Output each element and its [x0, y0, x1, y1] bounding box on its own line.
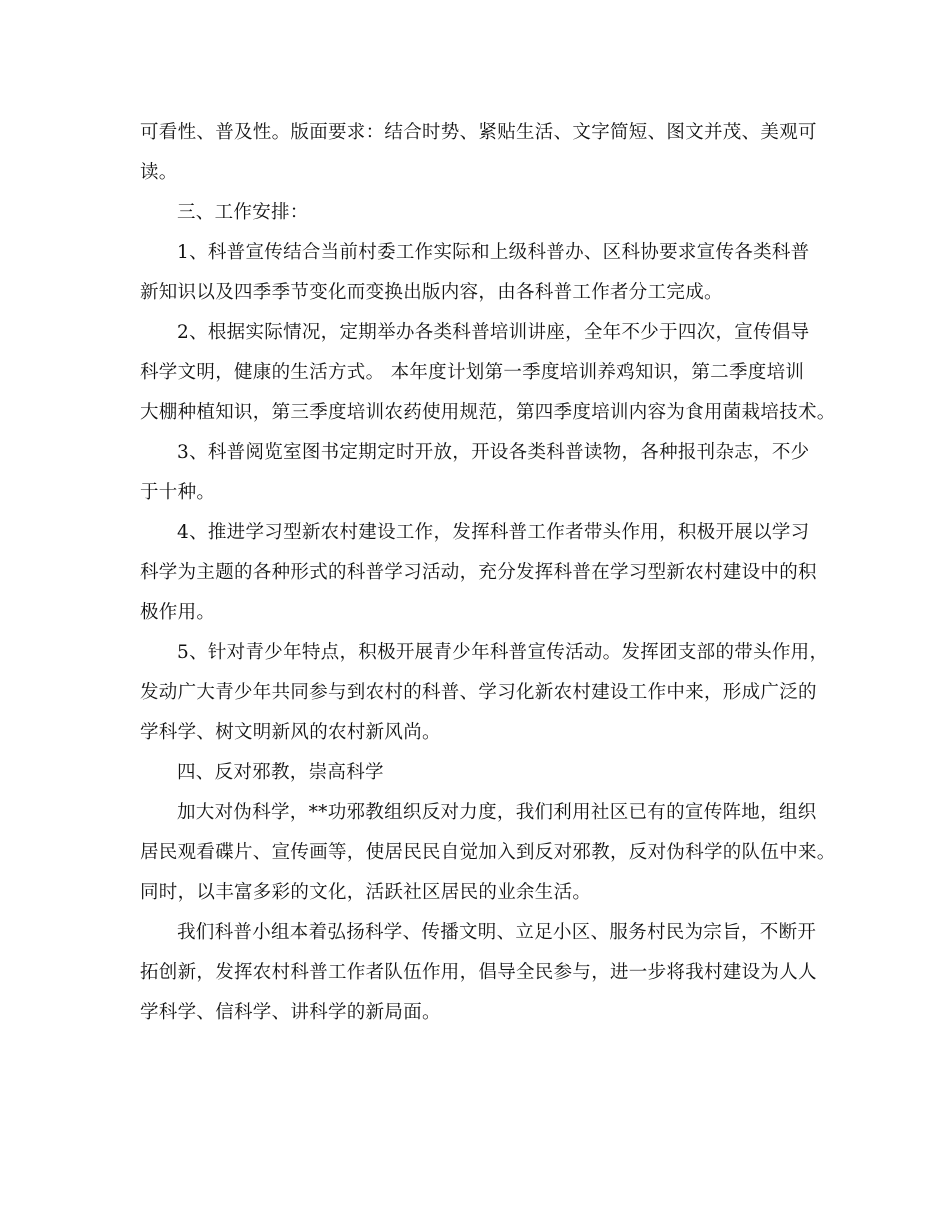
- text-line: 新知识以及四季季节变化而变换出版内容，由各科普工作者分工完成。: [140, 282, 723, 303]
- text-line: 加大对伪科学，**功邪教组织反对力度，我们利用社区已有的宣传阵地，组织: [177, 802, 817, 823]
- text-line: 3、科普阅览室图书定期定时开放，开设各类科普读物，各种报刊杂志，不少: [177, 442, 810, 463]
- text-line: 发动广大青少年共同参与到农村的科普、学习化新农村建设工作中来，形成广泛的: [140, 682, 817, 703]
- text-line: 2、根据实际情况，定期举办各类科普培训讲座，全年不少于四次，宣传倡导: [177, 322, 810, 343]
- text-line: 居民观看碟片、宣传画等，使居民民自觉加入到反对邪教，反对伪科学的队伍中来。: [140, 842, 836, 863]
- text-line: 我们科普小组本着弘扬科学、传播文明、立足小区、服务村民为宗旨，不断开: [177, 922, 817, 943]
- text-line: 可看性、普及性。版面要求：结合时势、紧贴生活、文字简短、图文并茂、美观可: [140, 122, 817, 143]
- text-line: 同时，以丰富多彩的文化，活跃社区居民的业余生活。: [140, 882, 592, 903]
- text-line: 1、科普宣传结合当前村委工作实际和上级科普办、区科协要求宣传各类科普: [177, 242, 810, 263]
- text-line: 极作用。: [140, 602, 216, 623]
- text-line: 学科学、树文明新风的农村新风尚。: [140, 722, 441, 743]
- text-line: 四、反对邪教，崇高科学: [177, 762, 384, 783]
- text-line: 科学文明，健康的生活方式。 本年度计划第一季度培训养鸡知识，第二季度培训: [140, 362, 805, 383]
- text-line: 4、推进学习型新农村建设工作，发挥科普工作者带头作用，积极开展以学习: [177, 522, 810, 543]
- text-line: 于十种。: [140, 482, 216, 503]
- text-line: 学科学、信科学、讲科学的新局面。: [140, 1002, 441, 1023]
- text-line: 大棚种植知识，第三季度培训农药使用规范，第四季度培训内容为食用菌栽培技术。: [140, 402, 836, 423]
- text-line: 科学为主题的各种形式的科普学习活动，充分发挥科普在学习型新农村建设中的积: [140, 562, 817, 583]
- text-line: 三、工作安排：: [177, 202, 309, 223]
- text-line: 5、针对青少年特点，积极开展青少年科普宣传活动。发挥团支部的带头作用，: [177, 642, 829, 663]
- text-line: 拓创新，发挥农村科普工作者队伍作用，倡导全民参与，进一步将我村建设为人人: [140, 962, 817, 983]
- text-line: 读。: [140, 162, 178, 183]
- document-body: [140, 113, 836, 1033]
